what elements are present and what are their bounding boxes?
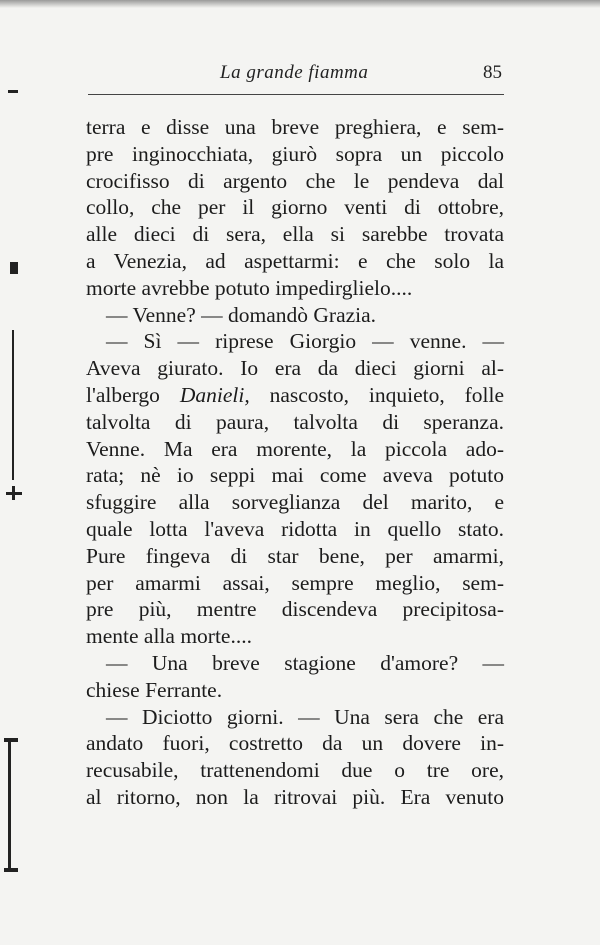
text-line: al ritorno, non la ritrovai più. Era venuto	[86, 784, 504, 809]
text-line: andato fuori, costretto da un dovere in-	[86, 731, 504, 756]
text-line-italic	[86, 382, 504, 409]
text-line: — Venne? — domandò Grazia.	[106, 302, 377, 327]
page-number: 85	[483, 62, 502, 83]
running-title: La grande fiamma	[220, 62, 369, 83]
text-line: — Una breve stagione d'amore? —	[106, 650, 504, 675]
running-head	[90, 58, 510, 88]
binding-mark	[4, 868, 18, 872]
text-line: pre più, mentre discendeva precipitosa-	[86, 597, 504, 622]
binding-mark	[10, 262, 18, 274]
text-fragment: nascosto, inquieto, folle	[269, 382, 505, 407]
text-line: Pure fingeva di star bene, per amarmi,	[86, 543, 504, 568]
text-line: crocifisso di argento che le pendeva dal	[86, 168, 504, 193]
text-line: terra e disse una breve preghiera, e sem-	[86, 115, 504, 139]
hotel-name-italic: Danieli,	[179, 382, 250, 407]
binding-mark	[8, 740, 11, 870]
binding-edge	[0, 0, 40, 945]
text-line: recusabile, trattenendomi due o tre ore,	[86, 758, 504, 783]
text-fragment: l'albergo	[86, 382, 160, 407]
text-line: rata; nè io seppi mai come aveva potuto	[86, 463, 504, 488]
header-rule	[88, 94, 504, 95]
text-line: collo, che per il giorno venti di ottobre,	[86, 195, 504, 220]
text-line: quale lotta l'aveva ridotta in quello stato.	[86, 516, 504, 541]
binding-mark	[4, 738, 18, 742]
text-line: sfuggire alla sorveglianza del marito, e	[86, 490, 504, 515]
text-line: chiese Ferrante.	[86, 677, 223, 702]
text-line: mente alla morte....	[86, 624, 252, 649]
text-line: alle dieci di sera, ella si sarebbe trovata	[86, 222, 504, 247]
text-line: Venne. Ma era morente, la piccola ado-	[86, 436, 504, 461]
body-text	[86, 114, 504, 811]
binding-mark	[12, 486, 15, 500]
page-top-edge	[0, 0, 600, 8]
binding-mark	[12, 330, 14, 480]
text-line: Aveva giurato. Io era da dieci giorni al-	[86, 356, 504, 381]
text-line: a Venezia, ad aspettarmi: e che solo la	[86, 248, 504, 273]
text-line: pre inginocchiata, giurò sopra un piccolo	[86, 141, 504, 166]
text-line: — Diciotto giorni. — Una sera che era	[106, 704, 504, 729]
text-line: — Sì — riprese Giorgio — venne. —	[106, 329, 504, 354]
text-line: talvolta di paura, talvolta di speranza.	[86, 409, 504, 434]
binding-mark	[8, 90, 18, 93]
text-line: morte avrebbe potuto impedirglielo....	[86, 275, 413, 300]
text-line: per amarmi assai, sempre meglio, sem-	[86, 570, 504, 595]
